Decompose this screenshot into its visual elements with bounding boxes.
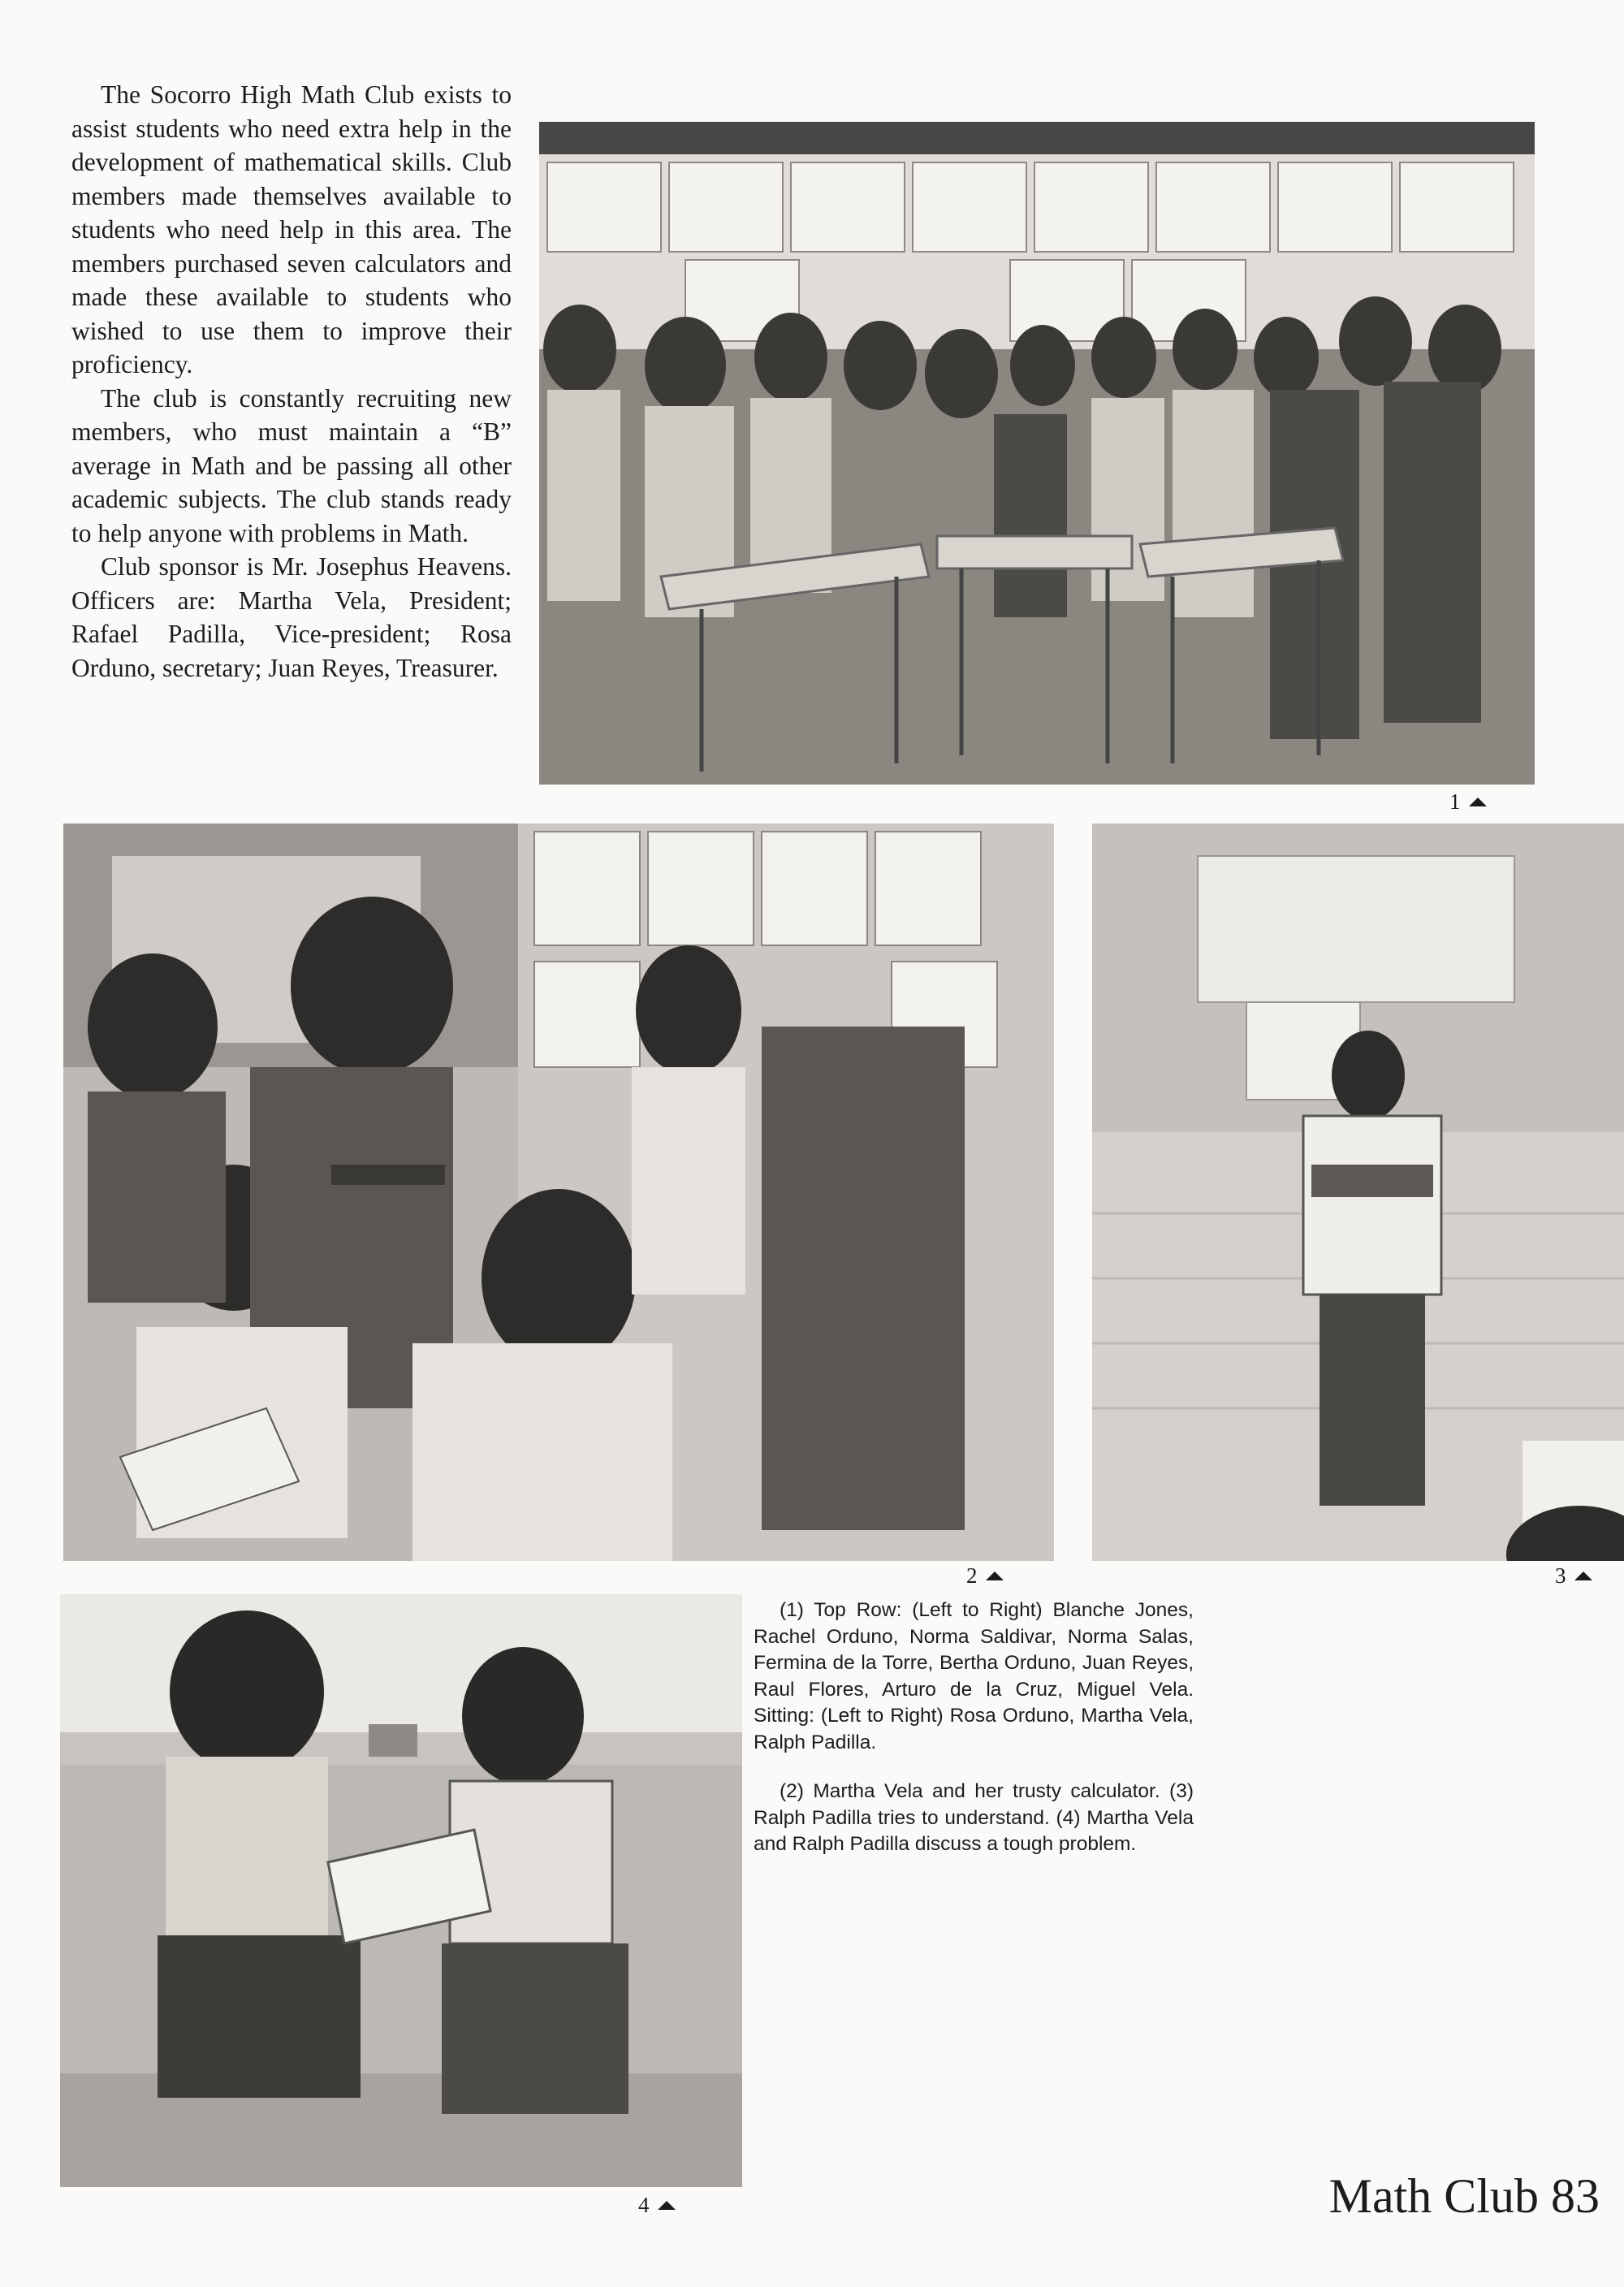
intro-paragraph-1: The Socorro High Math Club exists to assist students who need extra help in the development of mathematical skills. Club members made themselves available to students who need help in this area. The members purchased seven calculators and made these available to students who wished to use them to improve their proficiency.: [71, 80, 512, 378]
photo-2-calculator: [63, 824, 1054, 1561]
caption-2: (2) Martha Vela and her trusty calculator. (3) Ralph Padilla tries to understand. (4) Martha Vela and Ralph Padilla discuss a tough problem.: [754, 1780, 1194, 1855]
page-footer: Math Club 83: [1328, 2169, 1600, 2223]
intro-paragraph-3: Club sponsor is Mr. Josephus Heavens. Officers are: Martha Vela, President; Rafael Padilla, Vice-president; Rosa Orduno, secretary; Juan Reyes, Treasurer.: [71, 552, 512, 682]
pointer-icon: [658, 2201, 676, 2210]
photo-3-number: [1555, 1563, 1592, 1589]
photo-1-number: [1449, 789, 1487, 815]
photo-4-number: [638, 2193, 676, 2218]
photo-3-student: [1092, 824, 1624, 1561]
photo-4-discussion: [60, 1594, 742, 2187]
caption-1: (1) Top Row: (Left to Right) Blanche Jones, Rachel Orduno, Norma Saldivar, Norma Salas, Fermina de la Torre, Bertha Orduno, Juan Reyes, Raul Flores, Arturo de la Cruz, Miguel Vela. Sitting: (Left to Right) Rosa Orduno, Martha Vela, Ralph Padilla.: [754, 1599, 1194, 1753]
intro-text: [71, 78, 512, 685]
photo-1-number-text: 1: [1449, 789, 1461, 814]
pointer-icon: [986, 1572, 1004, 1580]
photo-1-group: [539, 122, 1535, 785]
pointer-icon: [1574, 1572, 1592, 1580]
pointer-icon: [1469, 798, 1487, 806]
photo-captions: [754, 1597, 1194, 1881]
photo-3-number-text: 3: [1555, 1563, 1566, 1588]
photo-2-number-text: 2: [966, 1563, 978, 1588]
photo-2-number: [966, 1563, 1004, 1589]
intro-paragraph-2: The club is constantly recruiting new members, who must maintain a “B” average in Math and be passing all other academic subjects. The club stands ready to help anyone with problems in Math.: [71, 383, 512, 547]
photo-4-number-text: 4: [638, 2193, 650, 2217]
